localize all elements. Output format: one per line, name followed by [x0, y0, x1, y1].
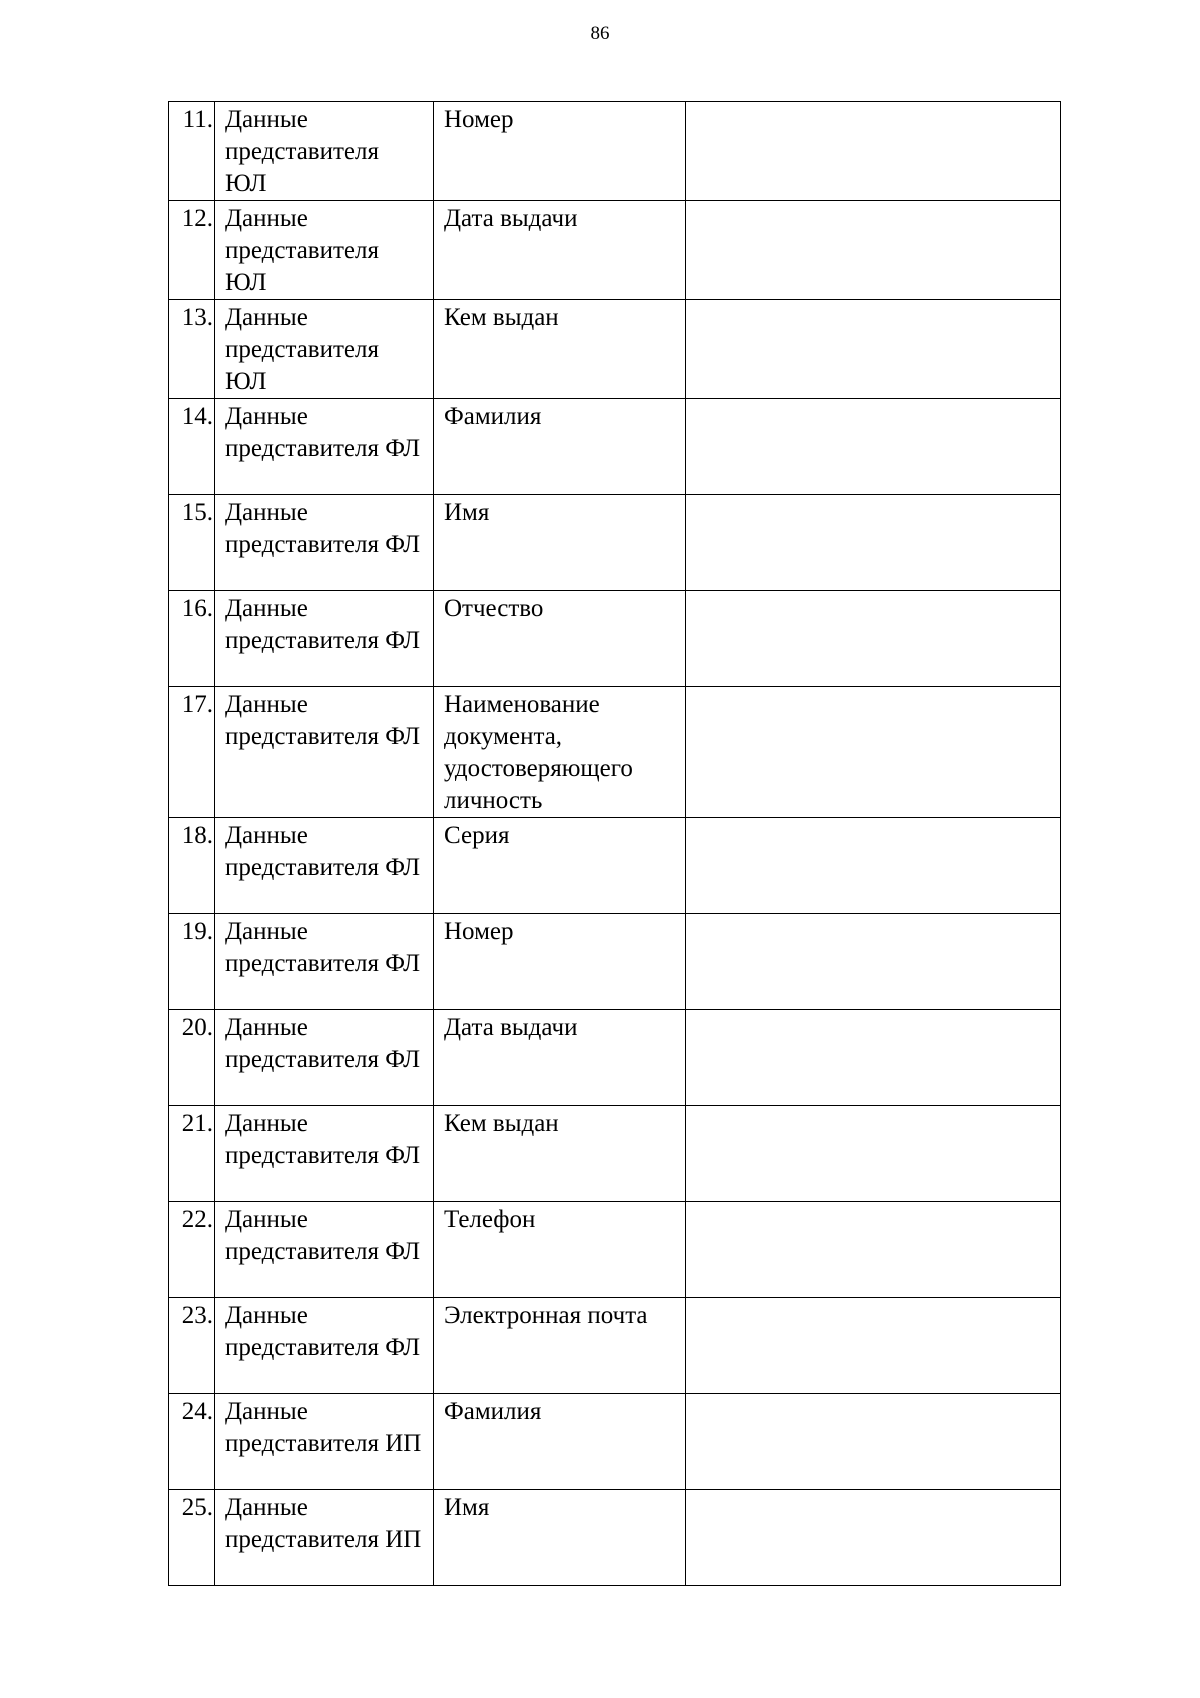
- row-number: 13.: [169, 300, 215, 399]
- row-number: 16.: [169, 591, 215, 687]
- row-value: [686, 1490, 1061, 1586]
- data-fields-table: [168, 101, 1061, 1586]
- row-group: Данные представителя ФЛ: [215, 914, 434, 1010]
- row-value: [686, 1010, 1061, 1106]
- row-value: [686, 818, 1061, 914]
- row-group: Данные представителя ФЛ: [215, 1106, 434, 1202]
- table-row: [169, 1106, 1061, 1202]
- row-field: Номер: [434, 914, 686, 1010]
- row-value: [686, 201, 1061, 300]
- row-number: 12.: [169, 201, 215, 300]
- row-field: Отчество: [434, 591, 686, 687]
- table-row: [169, 102, 1061, 201]
- row-group: Данные представителя ИП: [215, 1490, 434, 1586]
- table-row: [169, 1394, 1061, 1490]
- row-field: Фамилия: [434, 399, 686, 495]
- row-field: Телефон: [434, 1202, 686, 1298]
- row-group: Данные представителя ЮЛ: [215, 102, 434, 201]
- row-number: 11.: [169, 102, 215, 201]
- row-number: 23.: [169, 1298, 215, 1394]
- row-field: Электронная почта: [434, 1298, 686, 1394]
- row-value: [686, 495, 1061, 591]
- row-number: 22.: [169, 1202, 215, 1298]
- row-value: [686, 687, 1061, 818]
- row-number: 25.: [169, 1490, 215, 1586]
- row-value: [686, 1202, 1061, 1298]
- row-group: Данные представителя ФЛ: [215, 1010, 434, 1106]
- row-field: Имя: [434, 1490, 686, 1586]
- row-value: [686, 591, 1061, 687]
- row-number: 17.: [169, 687, 215, 818]
- row-number: 24.: [169, 1394, 215, 1490]
- table-row: [169, 1298, 1061, 1394]
- row-field: Наименование документа, удостоверяющего личность: [434, 687, 686, 818]
- table-row: [169, 687, 1061, 818]
- table-row: [169, 495, 1061, 591]
- table-row: [169, 818, 1061, 914]
- row-group: Данные представителя ЮЛ: [215, 201, 434, 300]
- row-group: Данные представителя ЮЛ: [215, 300, 434, 399]
- row-number: 18.: [169, 818, 215, 914]
- row-group: Данные представителя ФЛ: [215, 399, 434, 495]
- table-row: [169, 1010, 1061, 1106]
- row-group: Данные представителя ФЛ: [215, 1202, 434, 1298]
- row-value: [686, 300, 1061, 399]
- row-field: Дата выдачи: [434, 201, 686, 300]
- row-value: [686, 399, 1061, 495]
- row-number: 19.: [169, 914, 215, 1010]
- table-row: [169, 914, 1061, 1010]
- row-value: [686, 102, 1061, 201]
- row-field: Серия: [434, 818, 686, 914]
- row-group: Данные представителя ФЛ: [215, 687, 434, 818]
- table-row: [169, 1202, 1061, 1298]
- row-value: [686, 914, 1061, 1010]
- row-field: Дата выдачи: [434, 1010, 686, 1106]
- row-number: 21.: [169, 1106, 215, 1202]
- row-field: Кем выдан: [434, 300, 686, 399]
- row-value: [686, 1298, 1061, 1394]
- row-group: Данные представителя ФЛ: [215, 818, 434, 914]
- row-group: Данные представителя ФЛ: [215, 1298, 434, 1394]
- row-value: [686, 1394, 1061, 1490]
- row-value: [686, 1106, 1061, 1202]
- page-number: 86: [590, 23, 610, 44]
- table-row: [169, 1490, 1061, 1586]
- table-row: [169, 591, 1061, 687]
- row-number: 14.: [169, 399, 215, 495]
- table-row: [169, 201, 1061, 300]
- row-group: Данные представителя ИП: [215, 1394, 434, 1490]
- row-number: 15.: [169, 495, 215, 591]
- row-field: Имя: [434, 495, 686, 591]
- table-row: [169, 300, 1061, 399]
- row-number: 20.: [169, 1010, 215, 1106]
- table-row: [169, 399, 1061, 495]
- row-field: Фамилия: [434, 1394, 686, 1490]
- row-group: Данные представителя ФЛ: [215, 591, 434, 687]
- row-group: Данные представителя ФЛ: [215, 495, 434, 591]
- row-field: Номер: [434, 102, 686, 201]
- row-field: Кем выдан: [434, 1106, 686, 1202]
